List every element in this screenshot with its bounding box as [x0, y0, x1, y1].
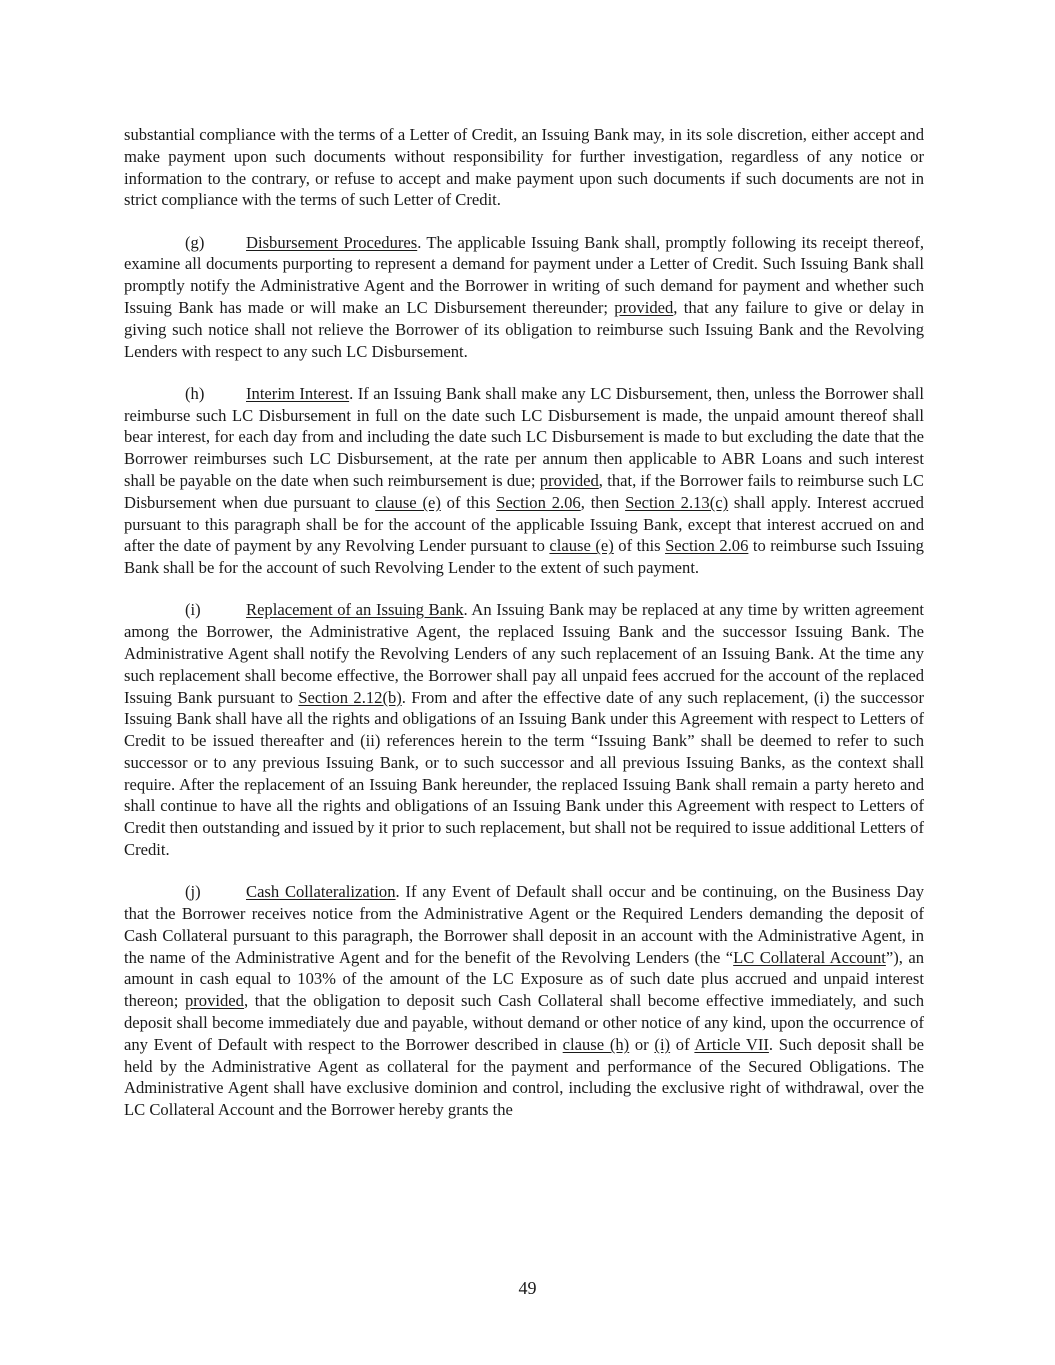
provided-term: provided	[184, 991, 244, 1011]
cross-reference: Section 2.06	[496, 492, 581, 512]
section-j-text-3: , that the obligation to deposit such Cash Collateral shall become effective immediately, and such deposit shall become immediately due and payable, without demand or other notice of any kind, upon the occurrence of any Event of Default with respect to the Borrower described in	[124, 991, 924, 1054]
section-h-number: (h)	[185, 383, 205, 403]
cross-reference: (i)	[654, 1034, 671, 1054]
section-h-heading: Interim Interest	[246, 383, 350, 403]
section-h-text-3: of this	[440, 492, 497, 512]
section-j-text-4: or	[629, 1034, 655, 1054]
section-h-text-1: . If an Issuing Bank shall make any LC Disbursement, then, unless the Borrower shall reimburse such LC Disbursement in full on the date such LC Disbursement is made, the unpaid amount thereof shall bear interest, for each day from and including the date such LC Disbursement is made to but excluding the date that the Borrower reimburses such LC Disbursement, at the rate per annum then applicable to ABR Loans and such interest shall be payable on the date when such reimbursement is due;	[124, 383, 924, 490]
document-body	[124, 124, 924, 1121]
cross-reference: Article VII	[694, 1034, 769, 1054]
section-j-text-2: ”), an amount in cash equal to 103% of the amount of the LC Exposure as of such date plus accrued and unpaid interest thereon;	[124, 947, 924, 1011]
section-j-text-6: . Such deposit shall be held by the Administrative Agent as collateral for the payment and performance of the Secured Obligations. The Administrative Agent shall have exclusive dominion and control, including the exclusive right of withdrawal, over the LC Collateral Account and the Borrower hereby grants the	[124, 1034, 924, 1120]
cross-reference: clause (h)	[562, 1034, 630, 1054]
section-j-text-1: . If any Event of Default shall occur and be continuing, on the Business Day that the Borrower receives notice from the Administrative Agent or the Required Lenders demanding the deposit of Cash Collateral pursuant to this paragraph, the Borrower shall deposit in an account with the Administrative Agent, in the name of the Administrative Agent and for the benefit of the Revolving Lenders (the “	[124, 882, 924, 967]
section-j-heading: Cash Collateralization	[246, 882, 396, 902]
section-g-text-2: , that any failure to give or delay in giving such notice shall not relieve the Borrower of its obligation to reimburse such Issuing Bank and the Revolving Lenders with respect to any such LC Disbursement.	[124, 297, 924, 361]
section-h-paragraph	[124, 383, 924, 579]
section-g-text-1: . The applicable Issuing Bank shall, promptly following its receipt thereof, examine all documents purporting to represent a demand for payment under a Letter of Credit. Such Issuing Bank shall promptly notify the Administrative Agent and the Borrower in writing of such demand for payment and whether such Issuing Bank has made or will make an LC Disbursement thereunder;	[124, 232, 924, 317]
section-h-text-2: , that, if the Borrower fails to reimburse such LC Disbursement when due pursuant to	[124, 470, 925, 512]
section-i-paragraph	[124, 599, 924, 861]
section-h-text-4: , then	[580, 492, 626, 512]
defined-term: LC Collateral Account	[733, 947, 886, 967]
section-g-paragraph	[124, 232, 924, 363]
section-g-number: (g)	[185, 232, 205, 252]
section-i-text-1: . An Issuing Bank may be replaced at any time by written agreement among the Borrower, the Administrative Agent, the replaced Issuing Bank and the successor Issuing Bank. The Administrative Agent shall notify the Revolving Lenders of any such replacement of an Issuing Bank. At the time any such replacement shall become effective, the Borrower shall pay all unpaid fees accrued for the account of the replaced Issuing Bank pursuant to	[124, 600, 924, 707]
section-i-text-2: . From and after the effective date of any such replacement, (i) the successor Issuing Bank shall have all the rights and obligations of an Issuing Bank under this Agreement with respect to Letters of Credit to be issued thereafter and (ii) references herein to the term “Issuing Bank” shall be deemed to refer to such successor or to any previous Issuing Bank, or to such successor and all previous Issuing Banks, as the context shall require. After the replacement of an Issuing Bank hereunder, the replaced Issuing Bank shall remain a party hereto and shall continue to have all the rights and obligations of an Issuing Bank under this Agreement with respect to Letters of Credit then outstanding and issued by it prior to such replacement, but shall not be required to issue additional Letters of Credit.	[124, 687, 924, 860]
paragraph-text: substantial compliance with the terms of a Letter of Credit, an Issuing Bank may, in its sole discretion, either accept and make payment upon such documents without responsibility for further investigation, regardless of any notice or information to the contrary, or refuse to accept and make payment upon such documents if such documents are not in strict compliance with the terms of such Letter of Credit.	[124, 125, 924, 210]
provided-term: provided	[539, 470, 599, 490]
cross-reference: clause (e)	[375, 492, 441, 512]
page-number: 49	[518, 1278, 537, 1298]
section-g-heading: Disbursement Procedures	[246, 232, 418, 252]
cross-reference: clause (e)	[549, 536, 614, 556]
section-j-paragraph	[124, 881, 924, 1121]
section-i-number: (i)	[185, 600, 201, 620]
section-h-text-5: shall apply. Interest accrued pursuant to this paragraph shall be for the account of the applicable Issuing Bank, except that interest accrued on and after the date of payment by any Revolving Lender pursuant to	[124, 492, 924, 556]
provided-term: provided	[614, 297, 674, 317]
cross-reference: Section 2.12(b)	[298, 687, 402, 707]
cross-reference: Section 2.13(c)	[625, 492, 729, 512]
cross-reference: Section 2.06	[665, 536, 749, 556]
section-h-text-7: to reimburse such Issuing Bank shall be for the account of such Revolving Lender to the extent of such payment.	[124, 536, 924, 578]
section-j-number: (j)	[185, 882, 201, 902]
section-j-text-5: of	[670, 1034, 695, 1054]
section-h-text-6: of this	[613, 536, 666, 556]
paragraph-continuation	[124, 124, 924, 211]
section-i-heading: Replacement of an Issuing Bank	[246, 600, 464, 620]
